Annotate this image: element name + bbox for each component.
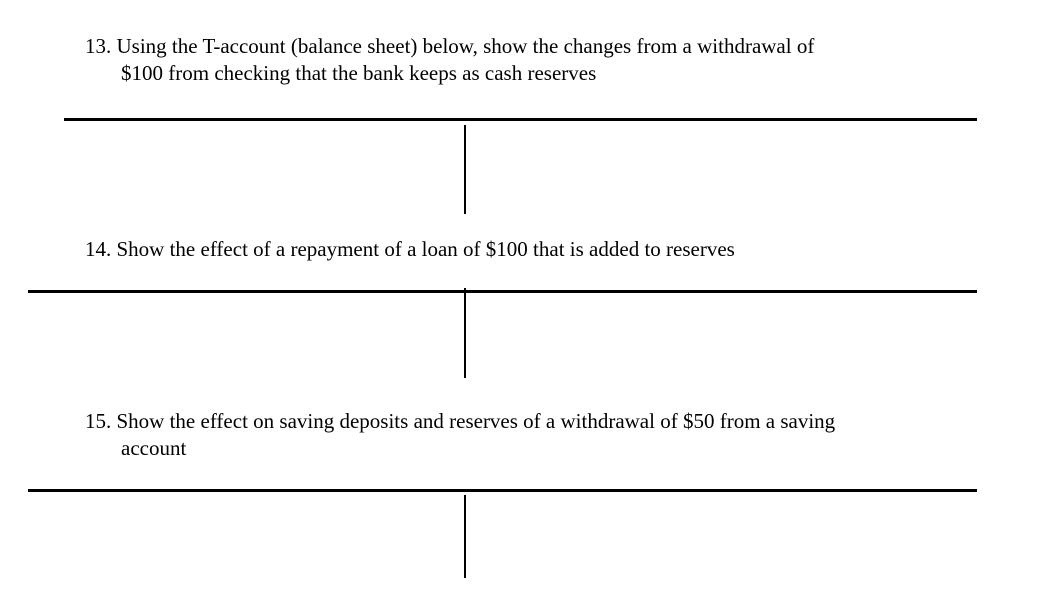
question-15-number: 15. xyxy=(85,409,112,433)
question-13-line-2: $100 from checking that the bank keeps as cash reserves xyxy=(121,61,597,85)
question-14 xyxy=(85,236,735,263)
question-14-number: 14. xyxy=(85,237,112,261)
question-13-text: Using the T-account (balance sheet) below, show the changes from a withdrawal of xyxy=(116,34,815,58)
question-14-line-1 xyxy=(85,236,735,263)
question-13-number: 13. xyxy=(85,34,112,58)
question-13-line-1 xyxy=(85,33,814,60)
t-account-15-horizontal-line xyxy=(28,489,977,492)
t-account-14-vertical-line xyxy=(464,288,466,378)
question-15 xyxy=(85,408,835,462)
question-15-line-2: account xyxy=(121,436,187,460)
question-15-text: Show the effect on saving deposits and reserves of a withdrawal of $50 from a saving xyxy=(116,409,836,433)
question-14-text: Show the effect of a repayment of a loan of $100 that is added to reserves xyxy=(116,237,735,261)
t-account-14-horizontal-line xyxy=(28,290,977,293)
t-account-13-horizontal-line xyxy=(64,118,977,121)
question-15-line-1 xyxy=(85,408,835,435)
t-account-15-vertical-line xyxy=(464,495,466,578)
question-13 xyxy=(85,33,814,87)
t-account-13-vertical-line xyxy=(464,125,466,214)
